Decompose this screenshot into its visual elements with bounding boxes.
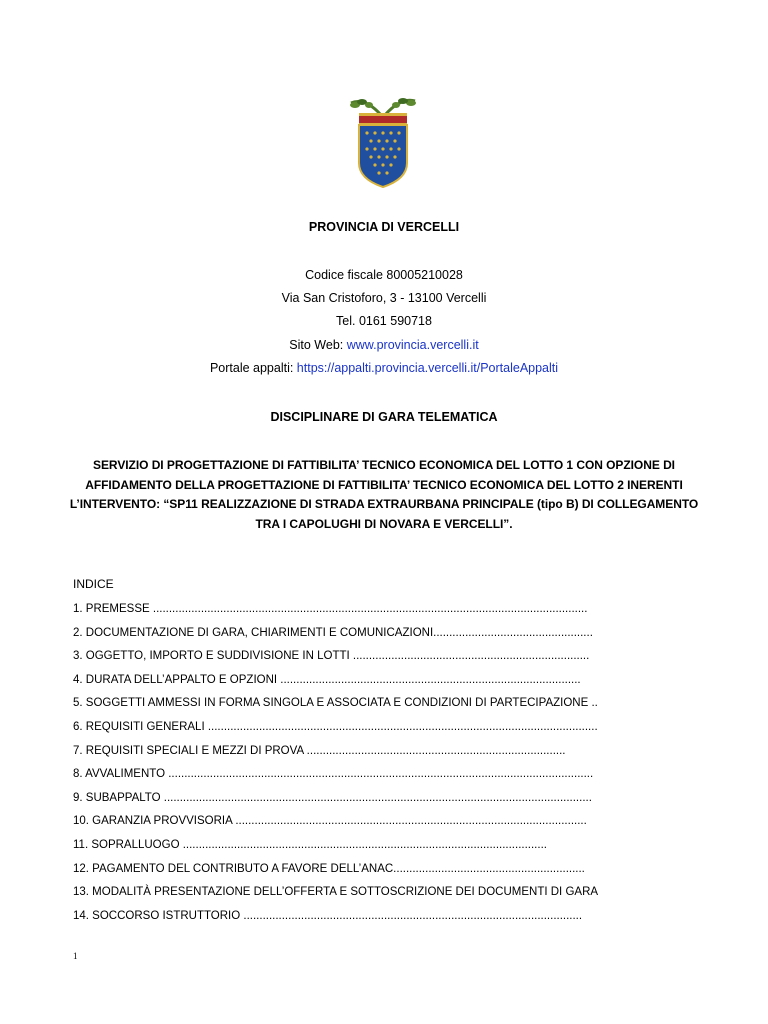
portal-line <box>0 357 768 380</box>
website-label: Sito Web: <box>289 338 347 352</box>
portal-label: Portale appalti: <box>209 361 297 375</box>
province-title: PROVINCIA DI VERCELLI <box>308 220 460 234</box>
toc-item[interactable]: 2. DOCUMENTAZIONE DI GARA, CHIARIMENTI E COMUNICAZIONI.................................................. <box>73 626 593 639</box>
fiscal-code: Codice fiscale 80005210028 <box>305 268 463 282</box>
toc-item[interactable]: 1. PREMESSE ........................................................................................................................................ <box>73 603 588 615</box>
toc-item[interactable]: 14. SOCCORSO ISTRUTTORIO .......................................................................................................... <box>73 909 583 922</box>
toc-item[interactable]: 10. GARANZIA PROVVISORIA .............................................................................................................. <box>73 815 587 828</box>
toc-item[interactable]: 11. SOPRALLUOGO .................................................................................................................. <box>73 838 547 851</box>
toc-item[interactable]: 8. AVVALIMENTO ..................................................................................................................................... <box>73 768 594 781</box>
province-crest-logo <box>345 97 421 189</box>
website-link[interactable]: www.provincia.vercelli.it <box>346 338 479 352</box>
service-line: AFFIDAMENTO DELLA PROGETTAZIONE DI FATTIBILITA’ TECNICO ECONOMICA DEL LOTTO 2 INERENTI <box>85 477 683 492</box>
page-number: 1 <box>73 951 78 961</box>
portal-link[interactable]: https://appalti.provincia.vercelli.it/PortaleAppalti <box>296 361 559 375</box>
toc-item[interactable]: 12. PAGAMENTO DEL CONTRIBUTO A FAVORE DELL’ANAC............................................................ <box>73 862 585 875</box>
toc-item[interactable]: 13. MODALITÀ PRESENTAZIONE DELL’OFFERTA E SOTTOSCRIZIONE DEI DOCUMENTI DI GARA <box>73 886 599 899</box>
service-line: SERVIZIO DI PROGETTAZIONE DI FATTIBILITA’ TECNICO ECONOMICA DEL LOTTO 1 CON OPZIONE DI <box>93 458 675 472</box>
toc-item[interactable]: 5. SOGGETTI AMMESSI IN FORMA SINGOLA E ASSOCIATA E CONDIZIONI DI PARTECIPAZIONE .. <box>73 697 598 710</box>
address: Via San Cristoforo, 3 - 13100 Vercelli <box>281 291 487 305</box>
website-line <box>0 334 768 357</box>
toc-item[interactable]: 4. DURATA DELL’APPALTO E OPZIONI .............................................................................................. <box>73 673 581 686</box>
toc-item[interactable]: 6. REQUISITI GENERALI .......................................................................................................................... <box>73 720 598 733</box>
document-heading: DISCIPLINARE DI GARA TELEMATICA <box>270 410 498 424</box>
toc-item[interactable]: 3. OGGETTO, IMPORTO E SUDDIVISIONE IN LOTTI .......................................................................... <box>73 650 590 663</box>
service-description <box>0 456 768 534</box>
toc-item[interactable]: 7. REQUISITI SPECIALI E MEZZI DI PROVA ................................................................................. <box>73 744 566 757</box>
table-of-contents <box>73 575 713 928</box>
telephone: Tel. 0161 590718 <box>336 314 432 328</box>
service-line: L’INTERVENTO: “SP11 REALIZZAZIONE DI STRADA EXTRAURBANA PRINCIPALE (tipo B) DI COLLEGAMENTO <box>69 497 699 511</box>
toc-item[interactable]: 9. SUBAPPALTO ...................................................................................................................................... <box>73 791 592 804</box>
index-heading: INDICE <box>73 577 114 591</box>
service-line: TRA I CAPOLUGHI DI NOVARA E VERCELLI”. <box>255 516 513 531</box>
